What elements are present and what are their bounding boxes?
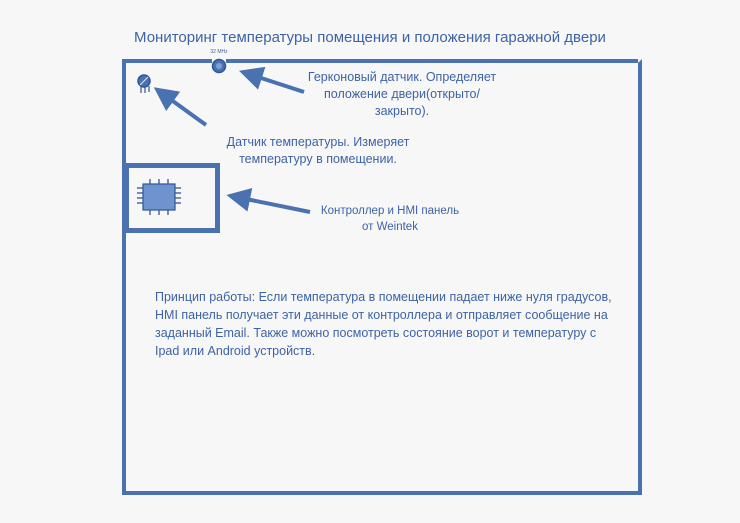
arrow-to-reed-sensor: [258, 77, 304, 92]
diagram-title: Мониторинг температуры помещения и положения гаражной двери: [134, 29, 606, 46]
arrow-to-temp-sensor: [170, 99, 206, 125]
reed-switch-icon: [213, 60, 226, 73]
microchip-icon: [137, 179, 181, 215]
principle-text: Принцип работы: Если температура в помещении падает ниже нуля градусов, HMI панель получает эти данные от контроллера и отправляет сообщение на заданный Email. Также можно посмотреть состояние ворот и температуру с Ipad или Android устройств.: [155, 290, 612, 358]
reed-sensor-caption: 32 MHz: [210, 49, 228, 55]
controller-label: Контроллер и HMI панель от Weintek: [320, 205, 460, 233]
arrow-to-controller: [246, 199, 310, 212]
temp-sensor-label: Датчик температуры. Измеряет температуру в помещении.: [226, 135, 410, 166]
reed-sensor-label: Герконовый датчик. Определяет положение двери(открыто/закрыто).: [307, 70, 497, 118]
thermometer-sensor-icon: [138, 75, 150, 93]
